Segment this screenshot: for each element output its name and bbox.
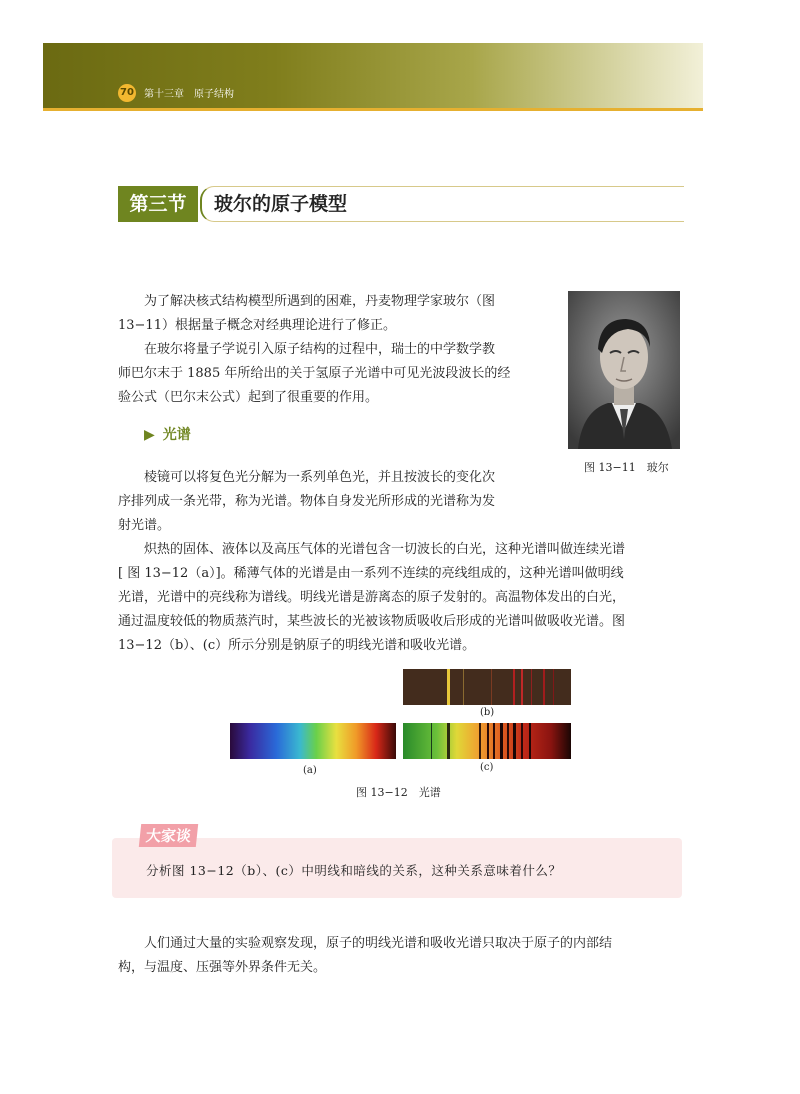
discussion-badge: 大家谈 — [139, 824, 198, 847]
text-line: 棱镜可以将复色光分解为一系列单色光，并且按波长的变化次 — [144, 470, 496, 485]
spectrum-text-1 — [118, 466, 563, 538]
text-line: 炽热的固体、液体以及高压气体的光谱包含一切波长的白光，这种光谱叫做连续光谱 — [144, 542, 626, 557]
intro-line: 在玻尔将量子学说引入原子结构的过程中，瑞士的中学数学教 — [144, 342, 496, 357]
page-header-band — [43, 43, 703, 109]
text-line: 构，与温度、压强等外界条件无关。 — [118, 960, 327, 975]
absorption-spectrum-c — [403, 723, 571, 759]
label-b: (b) — [480, 707, 495, 718]
triangle-marker-icon: ▶ — [144, 427, 155, 443]
text-line: [ 图 13−12（a）]。稀薄气体的光谱是由一系列不连续的亮线组成的，这种光谱叫做明线 — [118, 566, 624, 581]
text-line: 光谱，光谱中的亮线称为谱线。明线光谱是游离态的原子发射的。高温物体发出的白光， — [118, 590, 626, 605]
intro-line: 验公式（巴尔末公式）起到了很重要的作用。 — [118, 390, 379, 405]
intro-line: 13−11）根据量子概念对经典理论进行了修正。 — [118, 318, 396, 333]
header-divider — [43, 108, 703, 111]
conclusion-text — [118, 932, 688, 980]
intro-line: 为了解决核式结构模型所遇到的困难，丹麦物理学家玻尔（图 — [144, 294, 496, 309]
section-title: 玻尔的原子模型 — [214, 193, 348, 215]
label-a: (a) — [303, 765, 317, 776]
bohr-portrait — [568, 291, 680, 449]
photo-caption: 图 13−11 玻尔 — [584, 461, 669, 474]
page-number: 70 — [118, 84, 136, 102]
continuous-spectrum-a — [230, 723, 396, 759]
subsection-title: 光谱 — [162, 427, 191, 443]
text-line: 通过温度较低的物质蒸汽时，某些波长的光被该物质吸收后形成的光谱叫做吸收光谱。图 — [118, 614, 626, 629]
section-badge: 第三节 — [118, 186, 198, 222]
discussion-question: 分析图 13−12（b）、(c）中明线和暗线的关系，这种关系意味着什么？ — [146, 863, 562, 878]
text-line: 射光谱。 — [118, 518, 171, 533]
figure-caption: 图 13−12 光谱 — [356, 786, 441, 799]
subsection-heading — [144, 424, 191, 444]
text-line: 人们通过大量的实验观察发现，原子的明线光谱和吸收光谱只取决于原子的内部结 — [144, 936, 613, 951]
spectrum-text-2 — [118, 538, 688, 658]
intro-line: 师巴尔末于 1885 年所给出的关于氢原子光谱中可见光波段波长的经 — [118, 366, 511, 381]
text-line: 序排列成一条光带，称为光谱。物体自身发光所形成的光谱称为发 — [118, 494, 496, 509]
text-line: 13−12（b）、(c）所示分别是钠原子的明线光谱和吸收光谱。 — [118, 638, 476, 653]
emission-spectrum-b — [403, 669, 571, 705]
label-c: (c) — [480, 762, 494, 773]
chapter-title: 第十三章 原子结构 — [144, 89, 234, 100]
